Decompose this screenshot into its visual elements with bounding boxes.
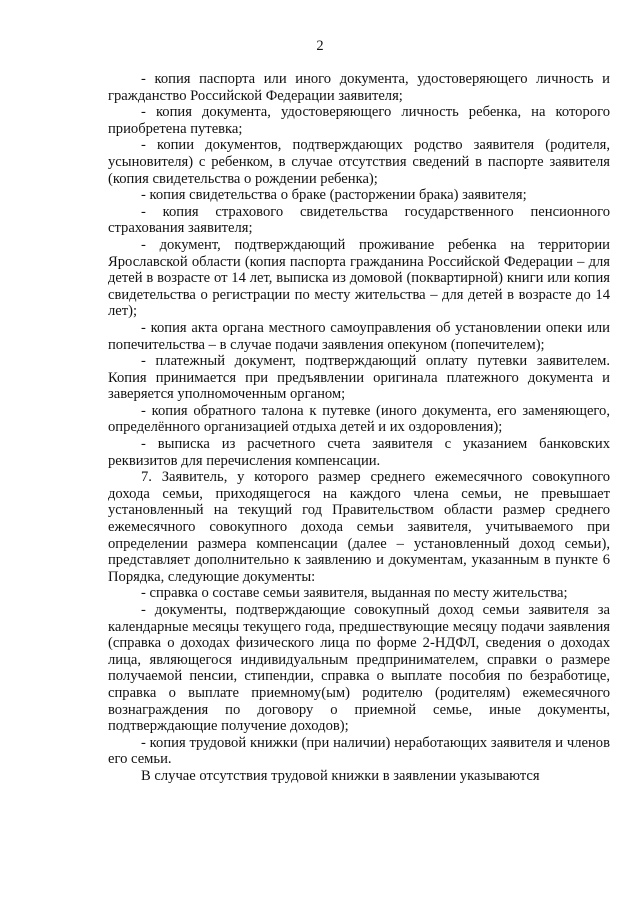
- list-item-kinship-documents: - копии документов, подтверждающих родство заявителя (родителя, усыновителя) с ребенком, в случае отсутствия сведений в паспорте заявителя (копия свидетельства о рождении ребенка);: [108, 137, 610, 187]
- list-item-residence-document: - документ, подтверждающий проживание ребенка на территории Ярославской области (копия паспорта гражданина Российской Федерации – для детей в возрасте от 14 лет, выписка из домовой (поквартирной) книги или копия свидетельства о регистрации по месту жительства – для детей в возрасте до 14 лет);: [108, 236, 610, 320]
- list-item-pension-insurance: - копия страхового свидетельства государственного пенсионного страхования заявителя;: [108, 203, 610, 237]
- list-item-family-composition: - справка о составе семьи заявителя, выданная по месту жительства;: [141, 585, 568, 602]
- list-item-passport-copy: - копия паспорта или иного документа, удостоверяющего личность и гражданство Российской Федерации заявителя;: [108, 71, 610, 104]
- list-item-employment-record: - копия трудовой книжки (при наличии) неработающих заявителя и членов его семьи.: [108, 734, 610, 768]
- list-item-marriage-certificate: - копия свидетельства о браке (расторжении брака) заявителя;: [141, 187, 527, 204]
- list-item-bank-statement: - выписка из расчетного счета заявителя с указанием банковских реквизитов для перечисления компенсации.: [108, 436, 610, 469]
- document-body: [108, 71, 610, 785]
- list-item-child-id-copy: - копия документа, удостоверяющего личность ребенка, на которого приобретена путевка;: [108, 104, 610, 137]
- list-item-guardianship-act: - копия акта органа местного самоуправления об установлении опеки или попечительства – в случае подачи заявления опекуном (попечителем);: [108, 319, 610, 353]
- closing-paragraph: В случае отсутствия трудовой книжки в заявлении указываются: [141, 767, 540, 784]
- section-7-paragraph: 7. Заявитель, у которого размер среднего ежемесячного совокупного дохода семьи, приходящегося на каждого члена семьи, не превышает установленный на текущий год Правительством области размер среднего ежемесячного совокупного дохода семьи заявителя, учитываемого при определении размера компенсации (далее – установленный доход семьи), представляет дополнительно к заявлению и документам, указанным в пункте 6 Порядка, следующие документы:: [108, 469, 610, 585]
- list-item-return-coupon: - копия обратного талона к путевке (иного документа, его заменяющего, определённого организацией отдыха детей и их оздоровления);: [108, 402, 610, 436]
- list-item-income-documents: - документы, подтверждающие совокупный доход семьи заявителя за календарные месяцы текущего года, предшествующие месяцу подачи заявления (справка о доходах физического лица по форме 2-НДФЛ, сведения о доходах лица, являющегося индивидуальным предпринимателем, справки о размере получаемой пенсии, стипендии, справка о выплате пособия по безработице, справка о выплате приемному(ым) родителю (родителям) ежемесячного вознаграждения по договору о приемной семье, иные документы, подтверждающие получение доходов);: [108, 602, 610, 735]
- list-item-payment-document: - платежный документ, подтверждающий оплату путевки заявителем. Копия принимается при предъявлении оригинала платежного документа и заверяется уполномоченным органом;: [108, 353, 610, 403]
- page-number: 2: [316, 38, 324, 54]
